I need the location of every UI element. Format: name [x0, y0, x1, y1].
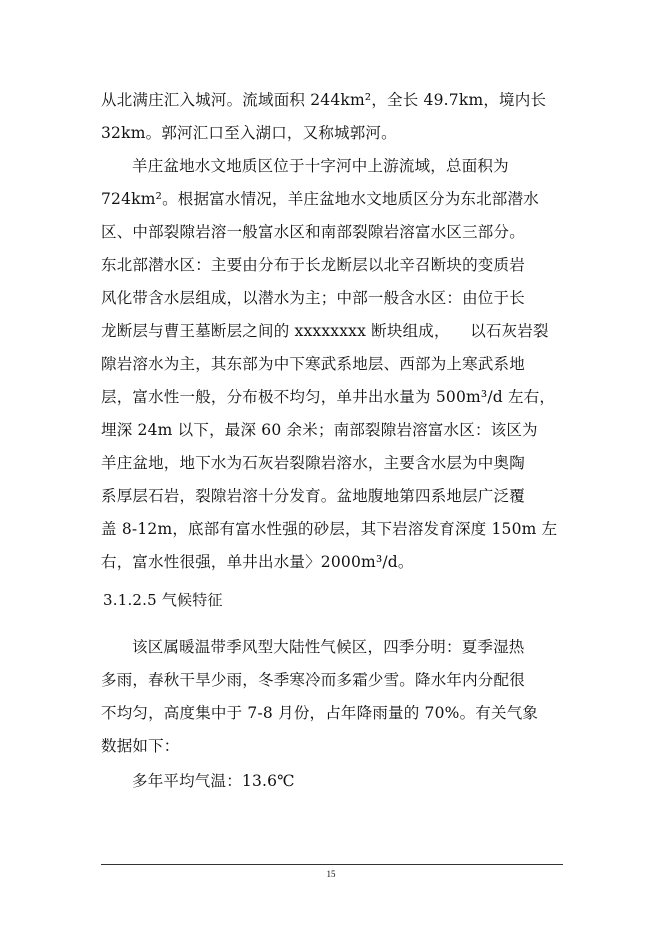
- climate-item-mean-temperature: 多年平均气温：13.6℃: [132, 772, 295, 790]
- footer-rule: [101, 864, 563, 865]
- paragraph-3-line-1: 该区属暖温带季风型大陆性气候区，四季分明：夏季湿热: [132, 638, 525, 656]
- paragraph-2-line-10: 羊庄盆地，地下水为石灰岩裂隙岩溶水，主要含水层为中奥陶: [101, 454, 525, 472]
- paragraph-1-line-2: 32km。郭河汇口至入湖口，又称城郭河。: [101, 124, 397, 142]
- paragraph-1-line-1: 从北满庄汇入城河。流域面积 244km²，全长 49.7km，境内长: [101, 91, 547, 109]
- paragraph-3-line-3: 不均匀，高度集中于 7-8 月份，占年降雨量的 70%。有关气象: [101, 704, 539, 722]
- paragraph-2-line-1: 羊庄盆地水文地质区位于十字河中上游流域，总面积为: [132, 157, 509, 175]
- paragraph-3-line-4: 数据如下：: [101, 737, 180, 755]
- paragraph-2-line-5: 风化带含水层组成，以潜水为主；中部一般含水区：由位于长: [101, 289, 525, 307]
- paragraph-2-line-11: 系厚层石岩，裂隙岩溶十分发育。盆地腹地第四系地层广泛覆: [101, 487, 525, 505]
- paragraph-3-line-2: 多雨，春秋干旱少雨，冬季寒冷而多霜少雪。降水年内分配很: [101, 671, 525, 689]
- paragraph-2-line-6: 龙断层与曹王墓断层之间的 xxxxxxxx 断块组成， 以石灰岩裂: [101, 322, 549, 340]
- section-heading: 3.1.2.5 气候特征: [103, 591, 223, 609]
- paragraph-2-line-3: 区、中部裂隙岩溶一般富水区和南部裂隙岩溶富水区三部分。: [101, 223, 525, 241]
- paragraph-2-line-12: 盖 8-12m，底部有富水性强的砂层，其下岩溶发育深度 150m 左: [101, 520, 558, 538]
- paragraph-2-line-9: 埋深 24m 以下，最深 60 余米；南部裂隙岩溶富水区：该区为: [101, 421, 538, 439]
- paragraph-2-line-2: 724km²。根据富水情况，羊庄盆地水文地质区分为东北部潜水: [101, 190, 539, 208]
- paragraph-2-line-13: 右，富水性很强，单井出水量〉2000m³/d。: [101, 553, 414, 571]
- paragraph-2-line-8: 层，富水性一般，分布极不均匀，单井出水量为 500m³/d 左右，: [101, 388, 556, 406]
- page-number: 15: [326, 869, 336, 879]
- paragraph-2-line-7: 隙岩溶水为主，其东部为中下寒武系地层、西部为上寒武系地: [101, 355, 525, 373]
- paragraph-2-line-4: 东北部潜水区：主要由分布于长龙断层以北辛召断块的变质岩: [101, 256, 525, 274]
